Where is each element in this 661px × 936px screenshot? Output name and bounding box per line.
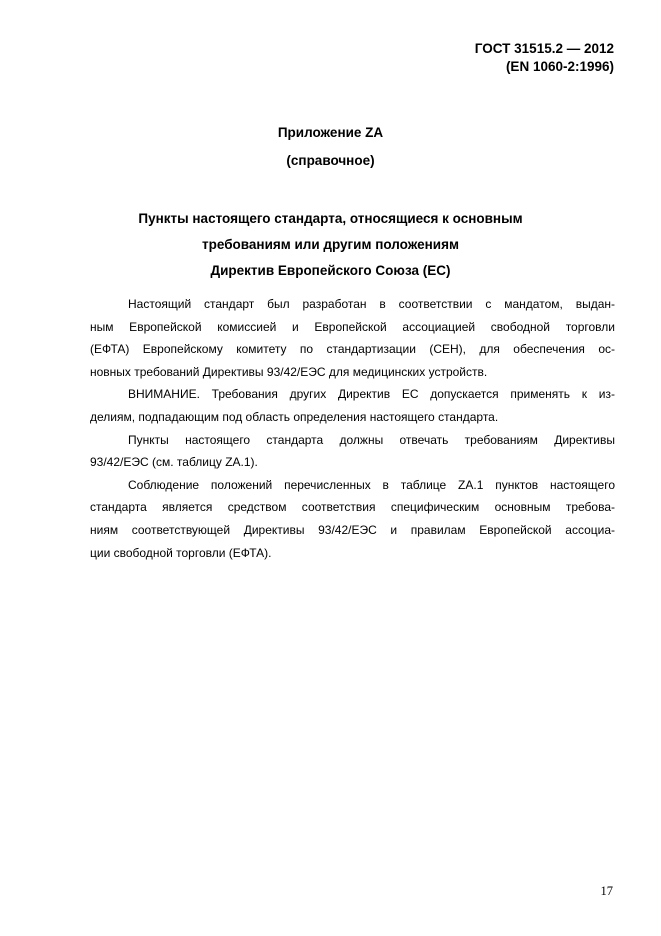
text-line: 93/42/ЕЭС (см. таблицу ZA.1). (90, 455, 258, 470)
text-line: ным Европейской комиссией и Европейской ассоциацией свободной торговли (90, 319, 615, 334)
section-title-line: требованиям или другим положениям (202, 237, 459, 252)
text-line: (ЕФТА) Европейскому комитету по стандартизации (СЕН), для обеспечения ос- (90, 342, 615, 357)
paragraph-compliance (90, 474, 615, 564)
section-title-line: Пункты настоящего стандарта, относящиеся к основным (138, 211, 523, 226)
text-line: ции свободной торговли (ЕФТА). (90, 545, 272, 560)
text-line: Пункты настоящего стандарта должны отвечать требованиям Директивы (128, 432, 615, 447)
standard-number: ГОСТ 31515.2 — 2012 (474, 41, 614, 56)
section-title (0, 206, 661, 284)
paragraph-warning (90, 383, 615, 428)
annex-title: Приложение ZA (277, 125, 384, 140)
text-line: новных требований Директивы 93/42/ЕЭС для медицинских устройств. (90, 364, 488, 379)
text-line: стандарта является средством соответствия специфическим основным требова- (90, 500, 615, 515)
text-line: Соблюдение положений перечисленных в таблице ZA.1 пунктов настоящего (128, 477, 615, 492)
document-header (475, 40, 614, 76)
paragraph-mandate (90, 293, 615, 383)
paragraph-requirements (90, 429, 615, 474)
page-number: 17 (600, 884, 613, 898)
text-line: ниям соответствующей Директивы 93/42/ЕЭС и правилам Европейской ассоциа- (90, 522, 615, 537)
body-text (90, 293, 615, 564)
text-line: ВНИМАНИЕ. Требования других Директив ЕС допускается применять к из- (128, 387, 615, 402)
en-reference: (EN 1060-2:1996) (505, 59, 614, 74)
annex-subtitle: (справочное) (286, 153, 375, 168)
text-line: Настоящий стандарт был разработан в соответствии с мандатом, выдан- (128, 297, 615, 311)
text-line: делиям, подпадающим под область определения настоящего стандарта. (90, 409, 499, 424)
section-title-line: Директив Европейского Союза (ЕС) (210, 263, 451, 278)
